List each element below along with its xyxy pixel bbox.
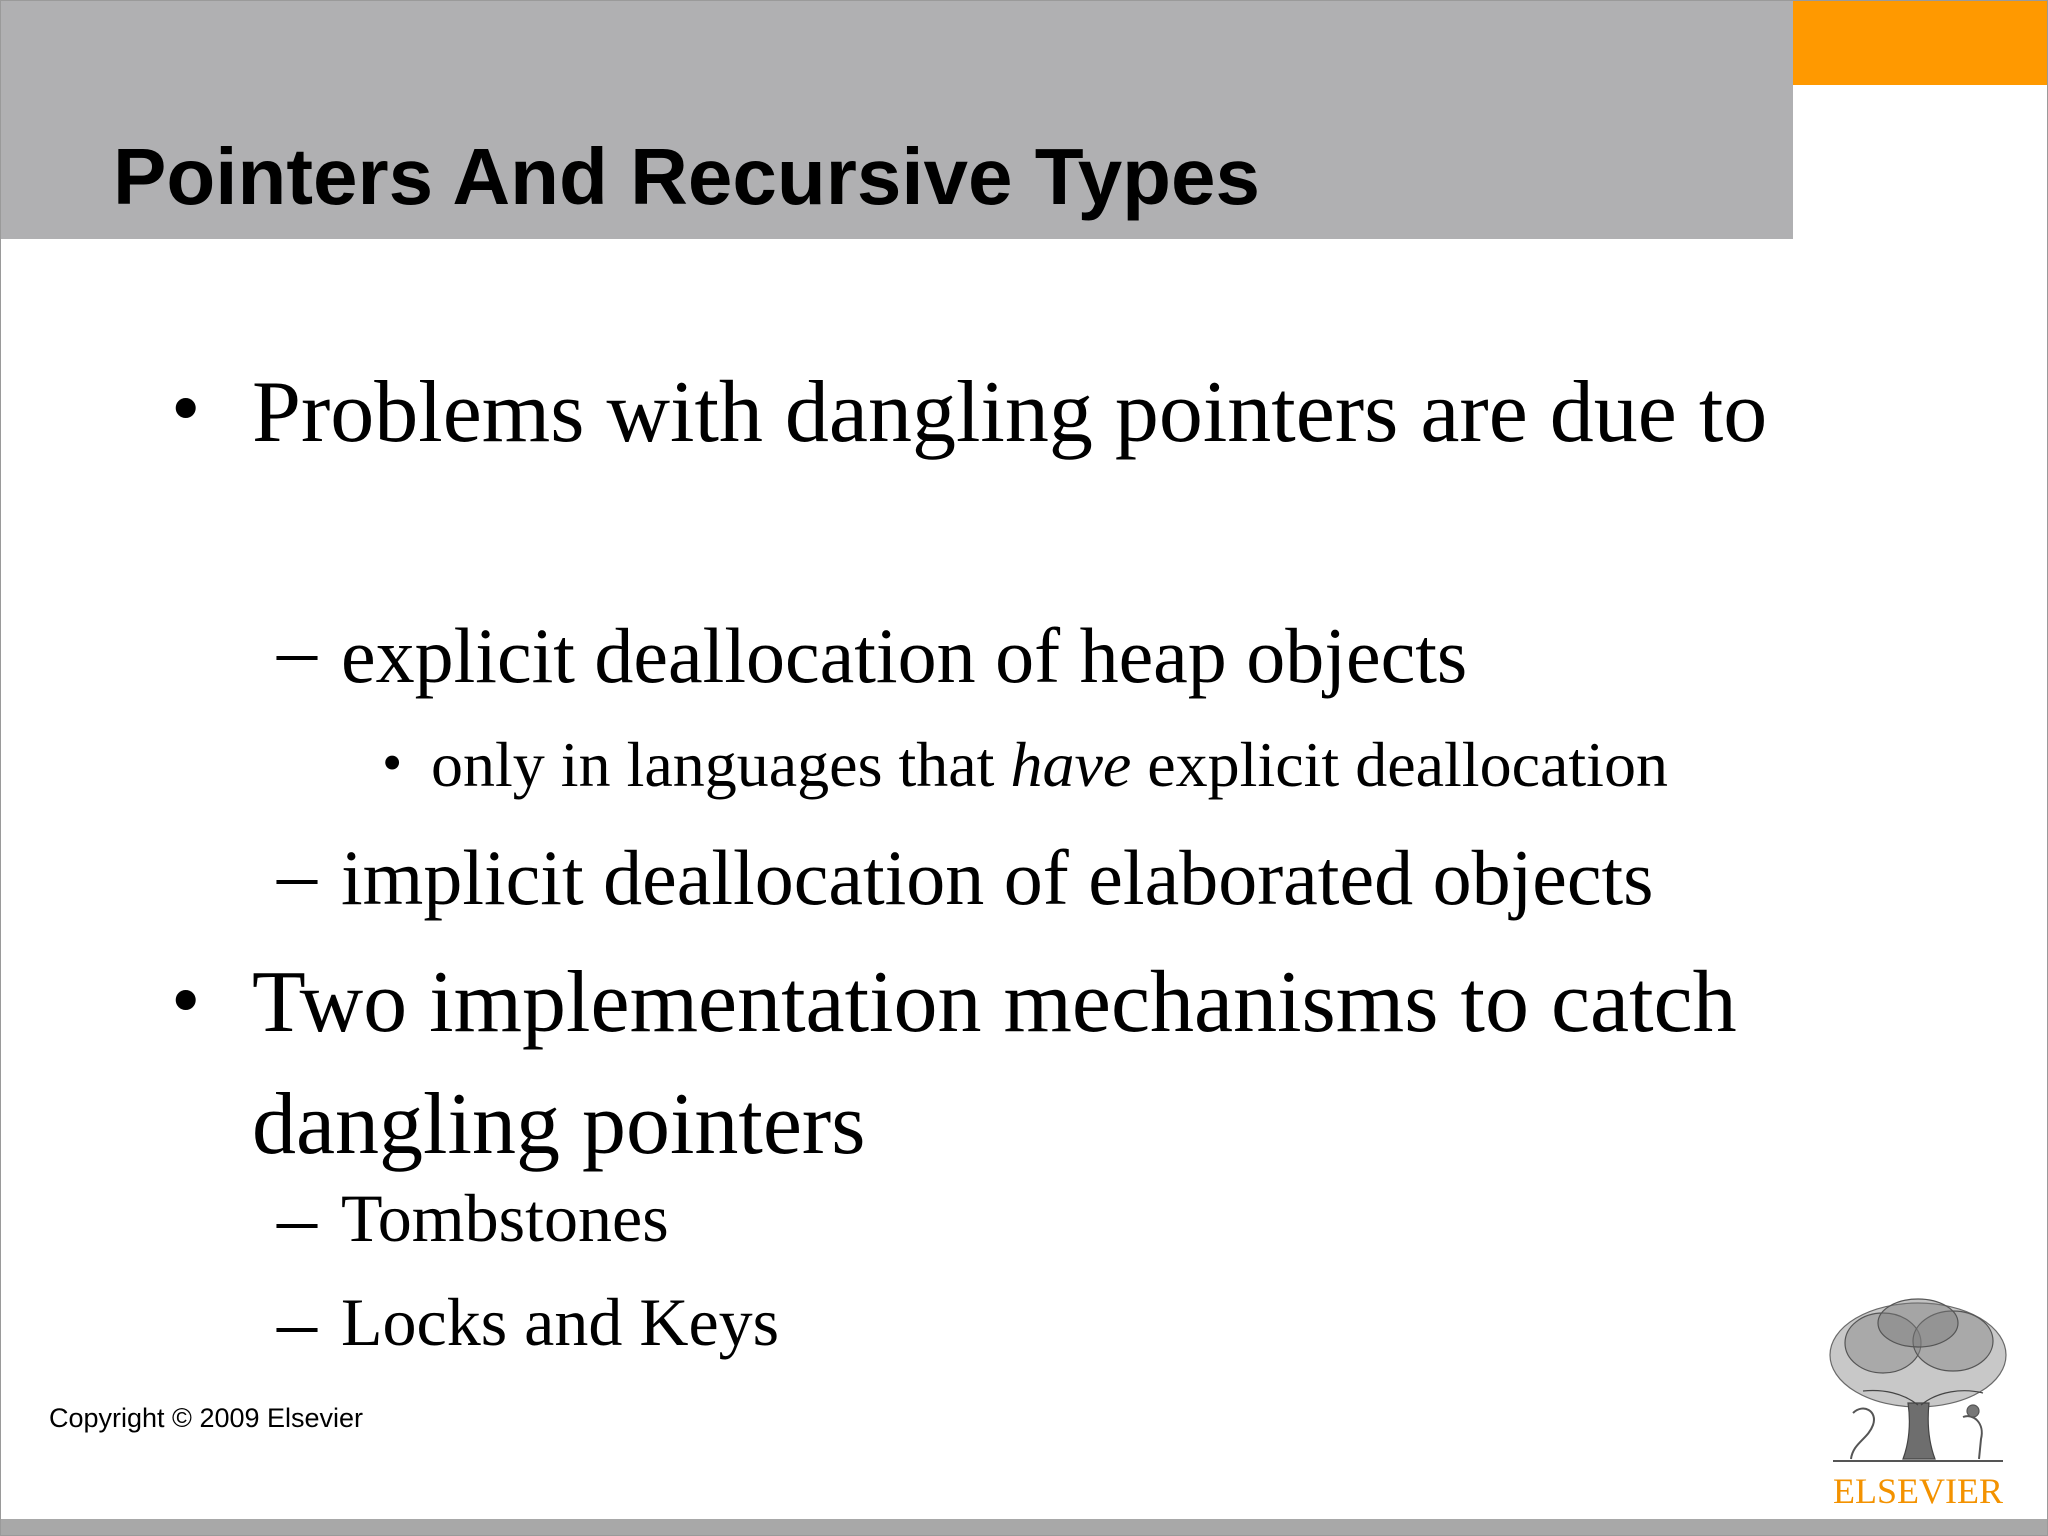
- accent-block: [1793, 1, 2048, 85]
- dash-marker: –: [277, 831, 317, 919]
- dash-marker: –: [277, 1175, 317, 1263]
- elsevier-logo: [1823, 1293, 2013, 1515]
- bullet-marker: •: [171, 954, 201, 1047]
- bottom-divider: [1, 1519, 2048, 1536]
- text-run: explicit deallocation: [1131, 729, 1668, 800]
- copyright-text: Copyright © 2009 Elsevier: [49, 1403, 364, 1433]
- subsubbullet-text: [431, 729, 1668, 800]
- bullet-marker: •: [171, 362, 201, 455]
- text-run: only in languages that: [431, 729, 1011, 800]
- subbullet-text: explicit deallocation of heap objects: [341, 612, 1468, 699]
- dash-marker: –: [277, 607, 317, 695]
- dash-marker: –: [277, 1279, 317, 1367]
- elsevier-tree-icon: [1823, 1293, 2013, 1465]
- slide-title: Pointers And Recursive Types: [113, 132, 1261, 221]
- subbullet-text: Tombstones: [341, 1180, 669, 1256]
- bullet-text: Problems with dangling pointers are due to: [252, 364, 1768, 461]
- subbullet-text: implicit deallocation of elaborated objects: [341, 834, 1654, 921]
- emphasis-text: have: [1010, 729, 1132, 800]
- subbullet-text: Locks and Keys: [341, 1284, 780, 1360]
- elsevier-wordmark: ELSEVIER: [1833, 1471, 2003, 1511]
- bullet-text: Two implementation mechanisms to catch dangling pointers: [252, 954, 1737, 1173]
- bullet-marker: •: [382, 730, 403, 795]
